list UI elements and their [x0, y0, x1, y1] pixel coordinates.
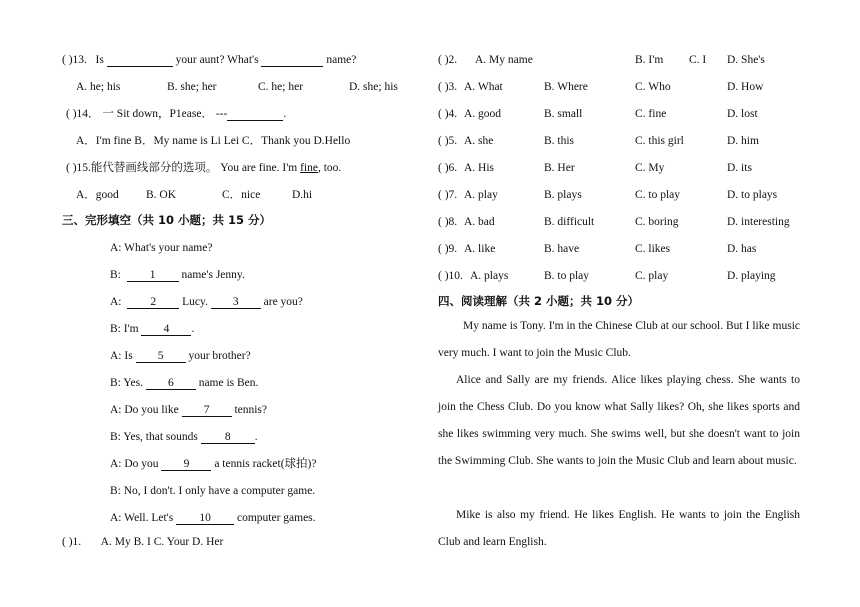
option-e: D. playing: [727, 270, 776, 282]
section-4-title: 四、阅读理解（共 2 小题；共 10 分）: [438, 294, 640, 308]
option-e: D. has: [727, 243, 757, 255]
dialog-line: B: I'm 4 .: [110, 323, 195, 335]
option-c: C. this girl: [635, 135, 684, 147]
question-15: ( )15.能代替画线部分的选项。 You are fine. I'm fine, too.: [66, 162, 342, 174]
question-number: ( )10.: [438, 270, 463, 282]
option-e: D. its: [727, 162, 752, 174]
dialog-line: B: No, I don't. I only have a computer game.: [110, 485, 316, 497]
blank-number: 6: [146, 377, 196, 390]
option-d: D. she; his: [349, 81, 398, 93]
option-c: C. My: [635, 162, 665, 174]
blank-number: 3: [211, 296, 261, 309]
option-d: C. I: [689, 54, 707, 66]
option-c: C．nice: [222, 189, 261, 201]
option-b: B. difficult: [544, 216, 595, 228]
option-b: B. plays: [544, 189, 582, 201]
question-number: ( )13.: [62, 54, 87, 66]
dialog-line: A: What's your name?: [110, 242, 213, 254]
question-number: ( )15.: [66, 162, 91, 174]
dialog-line: B: Yes. 6 name is Ben.: [110, 377, 259, 389]
question-number: ( )5.: [438, 135, 458, 147]
dialog-line: A: Do you like 7 tennis?: [110, 404, 268, 416]
option-a: A. plays: [470, 270, 509, 282]
option-a: A. His: [464, 162, 495, 174]
option-c: C. play: [635, 270, 669, 282]
blank-number: 2: [127, 296, 179, 309]
option-c: C. to play: [635, 189, 681, 201]
option-a: A．good: [76, 189, 119, 201]
question-1: ( )1. A. My B. I C. Your D. Her: [62, 536, 224, 548]
blank-number: 4: [141, 323, 191, 336]
question-number: ( )2.: [438, 54, 458, 66]
option-c: C. fine: [635, 108, 667, 120]
question-number: ( )9.: [438, 243, 458, 255]
option-e: D. How: [727, 81, 764, 93]
question-number: ( )14．: [66, 108, 100, 120]
question-number: ( )1.: [62, 536, 82, 548]
dialog-line: A: Well. Let's 10 computer games.: [110, 512, 316, 524]
option-b: B. she; her: [167, 81, 217, 93]
option-b: B. have: [544, 243, 580, 255]
option-a: A. like: [464, 243, 496, 255]
blank-number: 5: [136, 350, 186, 363]
option-a: A. play: [464, 189, 498, 201]
reading-paragraph-2: Alice and Sally are my friends. Alice likes playing chess. She wants to join the Chess Club. Do you know what Sally likes? Oh, she likes sports and she likes swimming very much. She swims well, but she doesn't want to join the Swimming Club. She wants to join the Music Club and learn about music.: [438, 374, 800, 467]
option-e: D. lost: [727, 108, 758, 120]
question-number: ( )3.: [438, 81, 458, 93]
option-c: C. Who: [635, 81, 671, 93]
option-c: C. he; her: [258, 81, 304, 93]
dialog-line: A: Do you 9 a tennis racket(球拍)?: [110, 458, 317, 470]
question-number: ( )4.: [438, 108, 458, 120]
dialog-line: A: Is 5 your brother?: [110, 350, 251, 362]
option-e: D. him: [727, 135, 759, 147]
option-b: B. to play: [544, 270, 590, 282]
option-b: B. OK: [146, 189, 177, 201]
option-d: D.hi: [292, 189, 313, 201]
option-e: D. to plays: [727, 189, 778, 201]
answer-blank: [227, 108, 283, 121]
question-number: ( )8.: [438, 216, 458, 228]
blank-number: 8: [201, 431, 255, 444]
blank-number: 7: [182, 404, 232, 417]
option-b: B. Where: [544, 81, 588, 93]
option-c: C. boring: [635, 216, 679, 228]
option-a: A. What: [464, 81, 503, 93]
question-number: ( )6.: [438, 162, 458, 174]
option-a: A. My name: [475, 54, 533, 66]
underlined-word: fine: [300, 162, 318, 174]
option-b: B. small: [544, 108, 583, 120]
question-14: ( )14． 一 Sit down，P1ease． --- .: [66, 108, 287, 120]
option-b: B. Her: [544, 162, 575, 174]
dialog-line: B: 1 name's Jenny.: [110, 269, 245, 281]
dialog-line: A: 2 Lucy. 3 are you?: [110, 296, 303, 308]
question-13: ( )13. Is your aunt? What's name?: [62, 54, 357, 66]
blank-number: 10: [176, 512, 234, 525]
option-c: B. I'm: [635, 54, 664, 66]
answer-blank: [107, 54, 173, 67]
blank-number: 9: [161, 458, 211, 471]
option-e: D. She's: [727, 54, 765, 66]
option-a: A. bad: [464, 216, 495, 228]
question-14-options: A．I'm fine B．My name is Li Lei C．Thank you D.Hello: [76, 135, 351, 147]
option-b: B. this: [544, 135, 575, 147]
option-a: A. he; his: [76, 81, 121, 93]
option-a: A. she: [464, 135, 494, 147]
reading-paragraph-3: Mike is also my friend. He likes English. He wants to join the English Club and learn English.: [438, 509, 800, 548]
reading-paragraph-1: My name is Tony. I'm in the Chinese Club at our school. But I like music very much. I want to join the Music Club.: [438, 320, 800, 359]
dialog-line: B: Yes, that sounds 8 .: [110, 431, 258, 443]
question-number: ( )7.: [438, 189, 458, 201]
answer-blank: [261, 54, 323, 67]
option-a: A. good: [464, 108, 502, 120]
blank-number: 1: [127, 269, 179, 282]
option-e: D. interesting: [727, 216, 790, 228]
section-3-title: 三、完形填空（共 10 小题；共 15 分）: [62, 213, 272, 227]
option-c: C. likes: [635, 243, 671, 255]
